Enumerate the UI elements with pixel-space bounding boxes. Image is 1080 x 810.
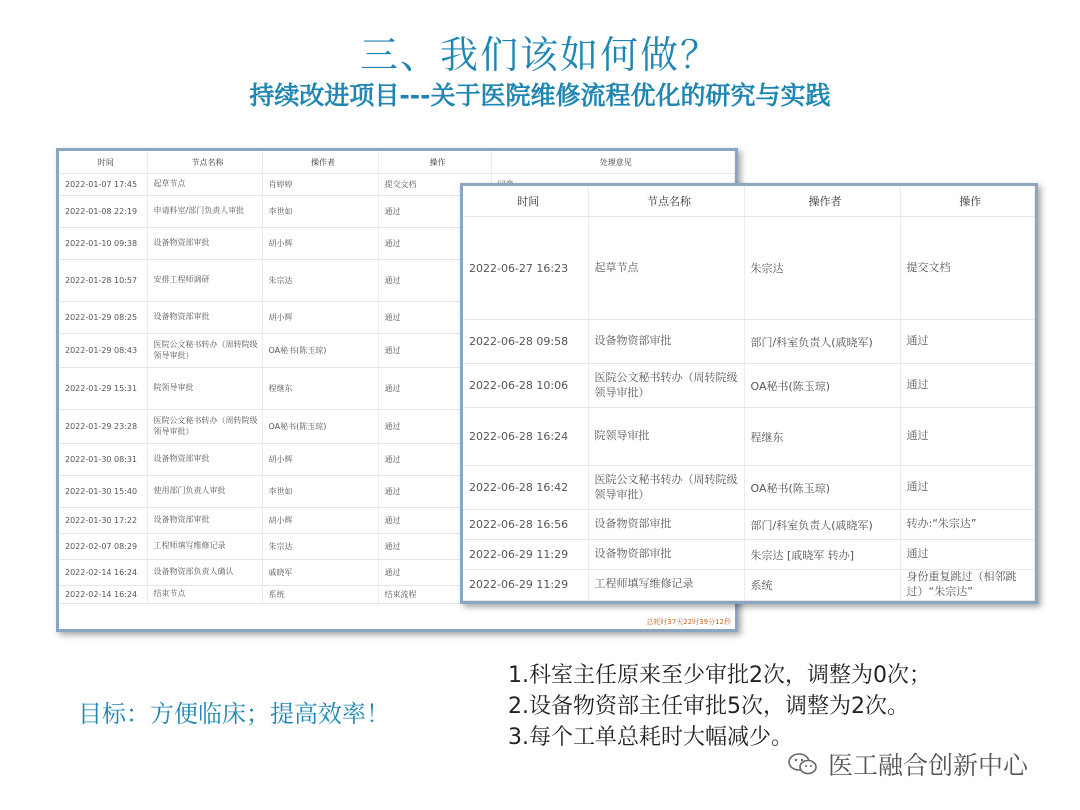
cell-op: 胡小辉: [262, 302, 378, 334]
cell-action: 身份重复跳过（相邻跳过）“朱宗达”: [900, 570, 1035, 601]
cell-node: 申请科室/部门负责人审批: [147, 196, 262, 228]
table-row: [463, 466, 1035, 510]
cell-action: 通过: [378, 508, 491, 534]
cell-op: 胡小辉: [262, 508, 378, 534]
cell-time: 2022-06-29 11:29: [463, 540, 588, 570]
cell-node: 设备物资部审批: [147, 444, 262, 476]
cell-time: 2022-06-28 16:42: [463, 466, 588, 510]
cell-node: 院领导审批: [147, 368, 262, 410]
cell-node: 医院公文秘书转办（周转院级领导审批）: [147, 410, 262, 444]
cell-op: OA秘书(陈玉琼): [744, 466, 900, 510]
cell-action: 通过: [378, 534, 491, 560]
cell-time: 2022-01-29 15:31: [59, 368, 147, 410]
point-item: 2.设备物资部主任审批5次，调整为2次。: [508, 694, 909, 719]
cell-action: 通过: [900, 466, 1035, 510]
cell-op: 部门/科室负责人(戚晓军): [744, 320, 900, 364]
cell-time: 2022-06-28 16:56: [463, 510, 588, 540]
cell-action: 通过: [378, 444, 491, 476]
cell-time: 2022-06-28 10:06: [463, 364, 588, 408]
cell-time: 2022-06-29 11:29: [463, 570, 588, 601]
cell-action: 通过: [378, 260, 491, 302]
table-row: [463, 570, 1035, 601]
cell-node: 结束节点: [147, 586, 262, 604]
header-node: 节点名称: [147, 151, 262, 174]
table-header-row: [59, 151, 735, 174]
cell-action: 提交文档: [900, 217, 1035, 320]
cell-node: 设备物资部负责人确认: [147, 560, 262, 586]
cell-op: 系统: [744, 570, 900, 601]
cell-op: 肖婷婷: [262, 174, 378, 196]
total-duration-note: 总耗时37天22时39分12秒: [646, 618, 731, 626]
cell-op: 朱宗达: [262, 534, 378, 560]
cell-action: 通过: [378, 302, 491, 334]
cell-time: 2022-01-08 22:19: [59, 196, 147, 228]
table-row: [463, 408, 1035, 466]
cell-node: 起草节点: [147, 174, 262, 196]
cell-node: 医院公文秘书转办（周转院级领导审批）: [588, 364, 744, 408]
cell-node: 工程师填写维修记录: [588, 570, 744, 601]
cell-time: 2022-02-14 16:24: [59, 586, 147, 604]
cell-op: 程继东: [744, 408, 900, 466]
cell-node: 起草节点: [588, 217, 744, 320]
cell-action: 通过: [378, 334, 491, 368]
table-header-row: [463, 186, 1035, 217]
cell-action: 通过: [378, 560, 491, 586]
cell-op: 朱宗达 [戚晓军 转办]: [744, 540, 900, 570]
cell-op: OA秘书(陈玉琼): [262, 410, 378, 444]
table-row: [463, 320, 1035, 364]
cell-op: 朱宗达: [744, 217, 900, 320]
cell-op: 系统: [262, 586, 378, 604]
cell-action: 通过: [900, 408, 1035, 466]
cell-time: 2022-06-28 16:24: [463, 408, 588, 466]
cell-op: 戚晓军: [262, 560, 378, 586]
table-row: [463, 364, 1035, 408]
header-node: 节点名称: [588, 186, 744, 217]
table-row: [463, 540, 1035, 570]
cell-node: 设备物资部审批: [147, 302, 262, 334]
cell-action: 通过: [900, 320, 1035, 364]
header-operator: 操作者: [262, 151, 378, 174]
wechat-icon: [788, 752, 818, 776]
cell-node: 工程师填写维修记录: [147, 534, 262, 560]
cell-action: 通过: [378, 476, 491, 508]
cell-time: 2022-02-07 08:29: [59, 534, 147, 560]
point-item: 1.科室主任原来至少审批2次，调整为0次；: [508, 663, 931, 688]
slide-title: 三、我们该如何做？: [359, 33, 720, 77]
cell-time: 2022-06-28 09:58: [463, 320, 588, 364]
cell-action: 通过: [378, 410, 491, 444]
cell-action: 提交文档: [378, 174, 491, 196]
cell-node: 设备物资部审批: [588, 510, 744, 540]
cell-time: 2022-01-07 17:45: [59, 174, 147, 196]
cell-action: 转办:“朱宗达”: [900, 510, 1035, 540]
cell-op: 李世如: [262, 476, 378, 508]
goal-text: 目标：方便临床；提高效率！: [78, 700, 390, 728]
header-time: 时间: [59, 151, 147, 174]
cell-node: 设备物资部审批: [147, 508, 262, 534]
cell-action: 通过: [900, 364, 1035, 408]
slide-subtitle: 持续改进项目---关于医院维修流程优化的研究与实践: [249, 81, 831, 110]
cell-action: 通过: [378, 196, 491, 228]
cell-time: 2022-01-28 10:57: [59, 260, 147, 302]
cell-node: 医院公文秘书转办（周转院级领导审批）: [147, 334, 262, 368]
cell-node: 设备物资部审批: [588, 540, 744, 570]
cell-time: 2022-01-29 23:28: [59, 410, 147, 444]
cell-op: 李世如: [262, 196, 378, 228]
cell-time: 2022-01-30 17:22: [59, 508, 147, 534]
cell-time: 2022-02-14 16:24: [59, 560, 147, 586]
watermark-text: 医工融合创新中心: [828, 751, 1029, 780]
cell-time: 2022-01-30 15:40: [59, 476, 147, 508]
cell-time: 2022-01-10 09:38: [59, 228, 147, 260]
table-row: [463, 510, 1035, 540]
header-action: 操作: [378, 151, 491, 174]
cell-op: 胡小辉: [262, 228, 378, 260]
cell-node: 医院公文秘书转办（周转院级领导审批）: [588, 466, 744, 510]
cell-op: 部门/科室负责人(戚晓军): [744, 510, 900, 540]
cell-node: 设备物资部审批: [588, 320, 744, 364]
cell-op: OA秘书(陈玉琼): [262, 334, 378, 368]
table-row: [463, 217, 1035, 320]
header-operator: 操作者: [744, 186, 900, 217]
cell-node: 设备物资部审批: [147, 228, 262, 260]
cell-time: 2022-01-29 08:43: [59, 334, 147, 368]
cell-action: 通过: [378, 368, 491, 410]
cell-time: 2022-01-29 08:25: [59, 302, 147, 334]
watermark: [788, 746, 1028, 782]
header-time: 时间: [463, 186, 588, 217]
cell-op: 胡小辉: [262, 444, 378, 476]
cell-action: 通过: [378, 228, 491, 260]
improvement-points: [508, 660, 931, 753]
cell-op: OA秘书(陈玉琼): [744, 364, 900, 408]
cell-node: 使用部门负责人审批: [147, 476, 262, 508]
cell-action: 通过: [900, 540, 1035, 570]
new-workflow-table: [460, 183, 1038, 604]
point-item: 3.每个工单总耗时大幅减少。: [508, 725, 793, 750]
cell-op: 程继东: [262, 368, 378, 410]
header-note: 处理意见: [491, 151, 735, 174]
cell-op: 朱宗达: [262, 260, 378, 302]
cell-node: 安排工程师调研: [147, 260, 262, 302]
cell-time: 2022-06-27 16:23: [463, 217, 588, 320]
cell-node: 院领导审批: [588, 408, 744, 466]
cell-time: 2022-01-30 08:31: [59, 444, 147, 476]
header-action: 操作: [900, 186, 1035, 217]
cell-action: 结束流程: [378, 586, 491, 604]
